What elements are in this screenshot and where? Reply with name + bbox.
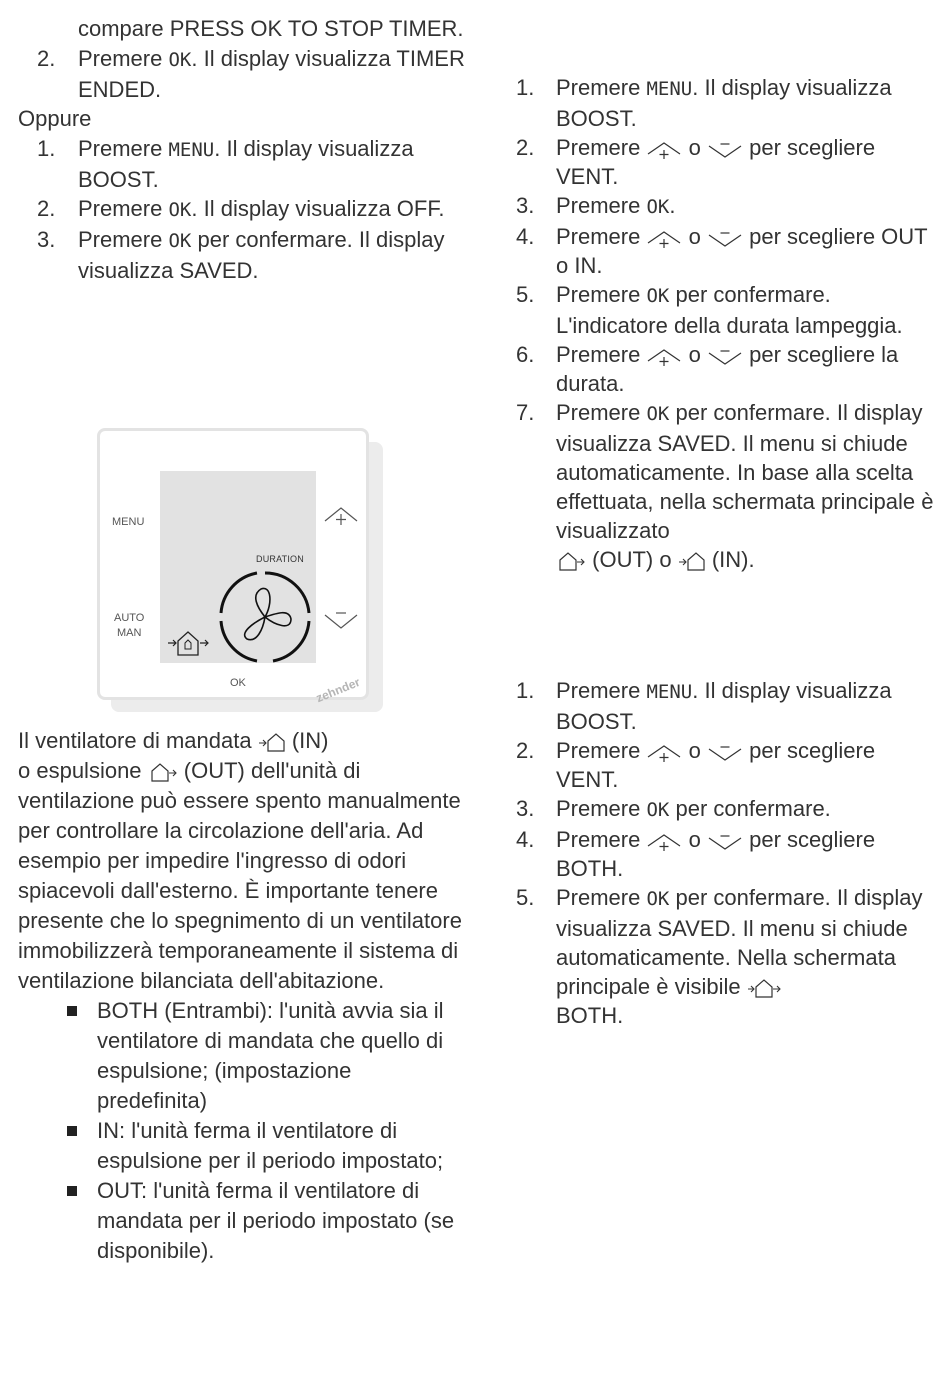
step-text: Premere [556, 885, 641, 910]
step-number: 2. [516, 135, 535, 160]
step-text: . Il display visualizza BOOST. [556, 75, 892, 131]
step-text: per confermare. [675, 796, 831, 821]
step-number: 5. [516, 282, 535, 307]
ok-key-label: OK [168, 199, 192, 221]
step-text: Premere [556, 282, 641, 307]
up-plus-arrow-icon [646, 741, 682, 763]
up-plus-arrow-icon [646, 830, 682, 852]
step-text: Premere [556, 75, 641, 100]
step-text: Premere [78, 46, 163, 71]
step-text: per confermare. Il display visualizza SAVED. Il menu si chiude automaticamente. In base alla scelta effettuata, nella schermata principale è visualizzato [556, 400, 934, 543]
ok-key-label: OK [646, 403, 670, 425]
right-column-vent-steps [512, 73, 942, 574]
brand-logo: zehnder [314, 674, 362, 706]
list-item [512, 736, 942, 794]
step-text: o [688, 827, 701, 852]
bullet-square [67, 1006, 77, 1016]
fan-icon [217, 569, 313, 665]
step-number: 2. [37, 196, 56, 221]
house-both-icon [166, 627, 210, 659]
fan-description-paragraph [18, 726, 470, 996]
step-text: Premere [556, 342, 641, 367]
step-number: 3. [516, 796, 535, 821]
down-minus-arrow-icon [707, 830, 743, 852]
step-text: Premere [556, 193, 641, 218]
mode-bullet-list [97, 996, 462, 1266]
step-number: 2. [516, 738, 535, 763]
list-item [512, 794, 942, 825]
step-text: . Il display visualizza BOOST. [556, 678, 892, 734]
man-label: MAN [117, 627, 142, 639]
step-number: 6. [516, 342, 535, 367]
step-text: per confermare. Il display visualizza SAVED. [78, 227, 445, 283]
duration-label: DURATION [256, 554, 304, 564]
step-number: 4. [516, 827, 535, 852]
down-minus-arrow-icon [322, 607, 360, 631]
up-plus-arrow-icon [322, 503, 360, 527]
step-text: Premere [556, 678, 641, 703]
step-text: per confermare. Il display visualizza SAVED. Il menu si chiude automaticamente. Nella schermata principale è visibile [556, 885, 923, 999]
list-item [512, 191, 942, 222]
list-item [0, 44, 470, 104]
step-number: 7. [516, 400, 535, 425]
step-number: 1. [516, 75, 535, 100]
menu-key-label: MENU [168, 139, 215, 161]
bullet-text: BOTH (Entrambi): l'unità avvia sia il ventilatore di mandata che quello di espulsione; (impostazione predefinita) [97, 998, 444, 1113]
step-text: Premere [556, 827, 641, 852]
step-text: per scegliere VENT. [556, 738, 876, 792]
paragraph-text: Il ventilatore di mandata [18, 728, 252, 753]
step-number: 1. [516, 678, 535, 703]
list-item [0, 194, 470, 225]
list-item [0, 225, 470, 285]
menu-key-label: MENU [646, 681, 693, 703]
step-text: o [688, 342, 701, 367]
step-text: per scegliere OUT o IN. [556, 224, 928, 278]
step-text: per scegliere VENT. [556, 135, 876, 189]
step-text: . Il display visualizza BOOST. [78, 136, 414, 192]
bullet-square [67, 1186, 77, 1196]
list-item [512, 398, 942, 574]
up-plus-arrow-icon [646, 138, 682, 160]
step-text: Premere [78, 136, 163, 161]
auto-label: AUTO [114, 612, 145, 624]
list-item [0, 134, 470, 194]
step-number: 4. [516, 224, 535, 249]
menu-key-label: MENU [646, 78, 693, 100]
step-number: 3. [37, 227, 56, 252]
bullet-text: OUT: l'unità ferma il ventilatore di mandata per il periodo impostato (se disponibile). [97, 1178, 455, 1263]
step-text: o [688, 738, 701, 763]
list-item [512, 280, 942, 340]
list-item [512, 73, 942, 133]
step-text: per scegliere la durata. [556, 342, 899, 396]
menu-button-label: MENU [112, 516, 145, 528]
ok-key-label: OK [646, 799, 670, 821]
down-minus-arrow-icon [707, 741, 743, 763]
vent-step-list [512, 73, 942, 574]
step-text: . [669, 193, 676, 218]
step-number: 3. [516, 193, 535, 218]
left-column [0, 14, 470, 285]
bullet-text: IN: l'unità ferma il ventilatore di espulsione per il periodo impostato; [97, 1118, 444, 1173]
list-item [512, 676, 942, 736]
up-plus-arrow-icon [646, 345, 682, 367]
step-text: per scegliere BOTH. [556, 827, 876, 881]
step-text: Premere [556, 738, 641, 763]
right-column-both-steps [512, 676, 942, 1030]
ok-key-label: OK [646, 285, 670, 307]
step-text: per confermare. L'indicatore della durata lampeggia. [556, 282, 903, 338]
house-both-icon [747, 977, 781, 999]
house-out-icon [148, 761, 178, 783]
step-number: 1. [37, 136, 56, 161]
ok-button-label: OK [230, 677, 246, 689]
list-item [512, 222, 942, 280]
oppure-label: Oppure [18, 106, 92, 131]
house-in-icon [258, 731, 286, 753]
down-minus-arrow-icon [707, 227, 743, 249]
house-out-icon [556, 550, 586, 572]
ok-key-label: OK [646, 888, 670, 910]
timer-steps [0, 44, 470, 104]
step-text: (OUT) o [592, 547, 672, 572]
step-text: Premere [556, 796, 641, 821]
intro-continued: compare PRESS OK TO STOP TIMER. [78, 16, 464, 41]
step-text: o [688, 224, 701, 249]
up-plus-arrow-icon [646, 227, 682, 249]
list-item [512, 825, 942, 883]
left-lower-text [0, 726, 470, 1266]
step-text: . Il display visualizza OFF. [191, 196, 445, 221]
step-text: Premere [556, 224, 641, 249]
ok-key-label: OK [168, 230, 192, 252]
step-text: Premere [556, 400, 641, 425]
list-item [97, 1176, 462, 1266]
list-item [512, 340, 942, 398]
list-item [97, 1116, 462, 1176]
ok-key-label: OK [646, 196, 670, 218]
step-number: 2. [37, 46, 56, 71]
list-item [512, 883, 942, 1030]
both-step-list [512, 676, 942, 1030]
paragraph-text: (IN) [291, 728, 329, 753]
step-text: Premere [78, 196, 163, 221]
step-text: Premere [78, 227, 163, 252]
list-item [97, 996, 462, 1116]
down-minus-arrow-icon [707, 345, 743, 367]
panel-front [97, 428, 369, 706]
step-text: BOTH. [556, 1003, 624, 1028]
bullet-square [67, 1126, 77, 1136]
step-number: 5. [516, 885, 535, 910]
step-text: o [688, 135, 701, 160]
down-minus-arrow-icon [707, 138, 743, 160]
house-in-icon [678, 550, 706, 572]
step-text: (IN). [711, 547, 755, 572]
paragraph-text: o espulsione [18, 758, 142, 783]
step-text: Premere [556, 135, 641, 160]
off-steps [0, 134, 470, 285]
ok-key-label: OK [168, 49, 192, 71]
list-item [512, 133, 942, 191]
control-panel-illustration [97, 428, 387, 718]
paragraph-text: (OUT) dell'unità di ventilazione può essere spento manualmente per controllare la circolazione dell'aria. Ad esempio per impedire l'ingresso di odori spiacevoli dall'esterno. È importante tenere presente che lo spegnimento di un ventilatore immobilizzerà temporaneamente il sistema di ventilazione bilanciata dell'abitazione. [18, 758, 462, 993]
step-text: . Il display visualizza TIMER ENDED. [78, 46, 465, 102]
